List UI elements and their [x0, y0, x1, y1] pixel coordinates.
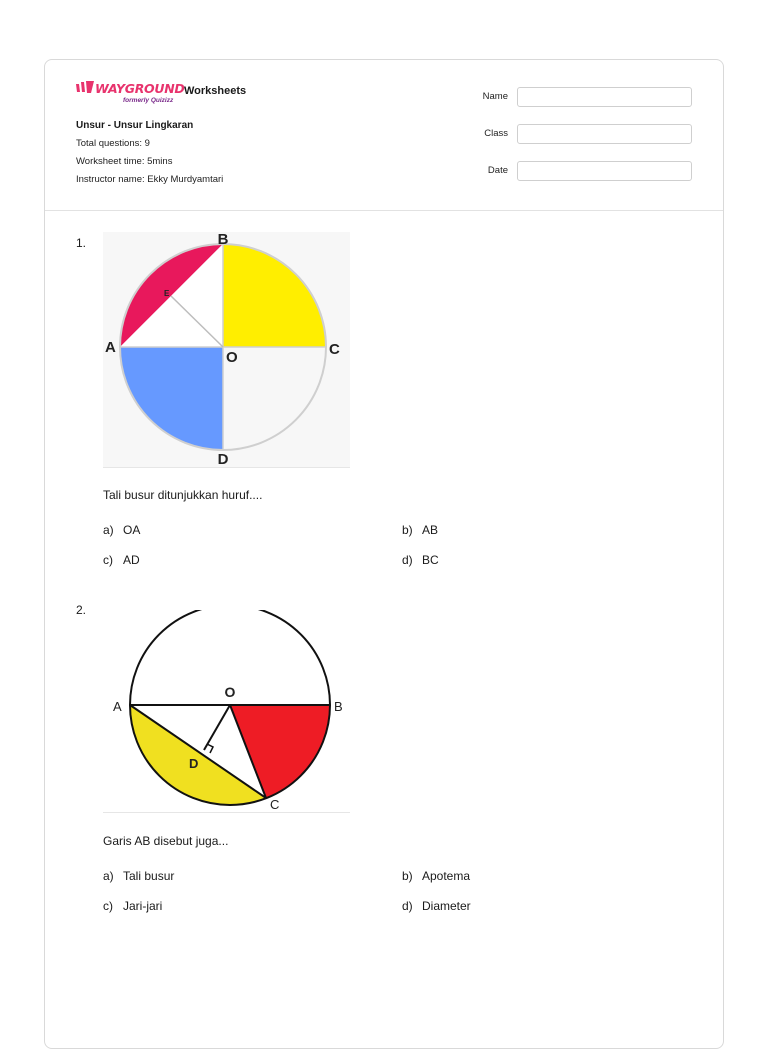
fig1-label-o: O [226, 349, 238, 366]
date-field[interactable] [517, 161, 692, 181]
fig2-label-d: D [189, 756, 199, 771]
question-1-option-b[interactable]: b) AB [402, 523, 439, 537]
fig1-label-d: D [217, 451, 229, 467]
name-field[interactable] [517, 87, 692, 107]
fig1-label-b: B [217, 232, 229, 248]
worksheet-header [45, 60, 723, 211]
fig1-label-a: A [105, 339, 116, 356]
question-2-option-d[interactable]: d) Diameter [402, 899, 471, 913]
question-1-figure [103, 232, 350, 467]
class-field[interactable] [517, 124, 692, 144]
question-1-option-d[interactable]: d) BC [402, 553, 439, 567]
fig2-label-b: B [334, 699, 343, 714]
question-2-text: Garis AB disebut juga... [103, 834, 229, 848]
question-1-option-a[interactable]: a) OA [103, 523, 141, 537]
question-2-option-c[interactable]: c) Jari-jari [103, 899, 163, 913]
question-1-text: Tali busur ditunjukkan huruf.... [103, 488, 263, 502]
fig2-label-c: C [270, 797, 280, 810]
product-name: Worksheets [184, 85, 247, 97]
worksheet-title: Unsur - Unsur Lingkaran [76, 120, 194, 131]
name-label: Name [482, 91, 508, 102]
question-1-option-c[interactable]: c) AD [103, 553, 140, 567]
brand-name: WAYGROUND [95, 81, 185, 96]
class-label: Class [484, 128, 508, 139]
fig1-label-c: C [329, 341, 340, 358]
question-2-number: 2. [76, 603, 87, 617]
question-2-divider [103, 812, 350, 813]
worksheet-time: Worksheet time: 5mins [76, 156, 173, 167]
brand-subtitle: formerly Quizizz [123, 97, 174, 104]
fig2-label-o: O [224, 684, 236, 700]
date-label: Date [487, 165, 508, 176]
instructor-name: Instructor name: Ekky Murdyamtari [76, 174, 224, 185]
question-2-option-a[interactable]: a) Tali busur [103, 869, 175, 883]
total-questions: Total questions: 9 [76, 138, 150, 149]
question-1-number: 1. [76, 236, 87, 250]
worksheet-card [44, 59, 724, 1049]
fig1-label-e: E [164, 289, 170, 298]
brand-mark-icon [75, 81, 95, 95]
fig2-label-a: A [113, 699, 122, 714]
question-2-option-b[interactable]: b) Apotema [402, 869, 471, 883]
question-1-divider [103, 467, 350, 468]
question-2-figure [103, 610, 350, 810]
